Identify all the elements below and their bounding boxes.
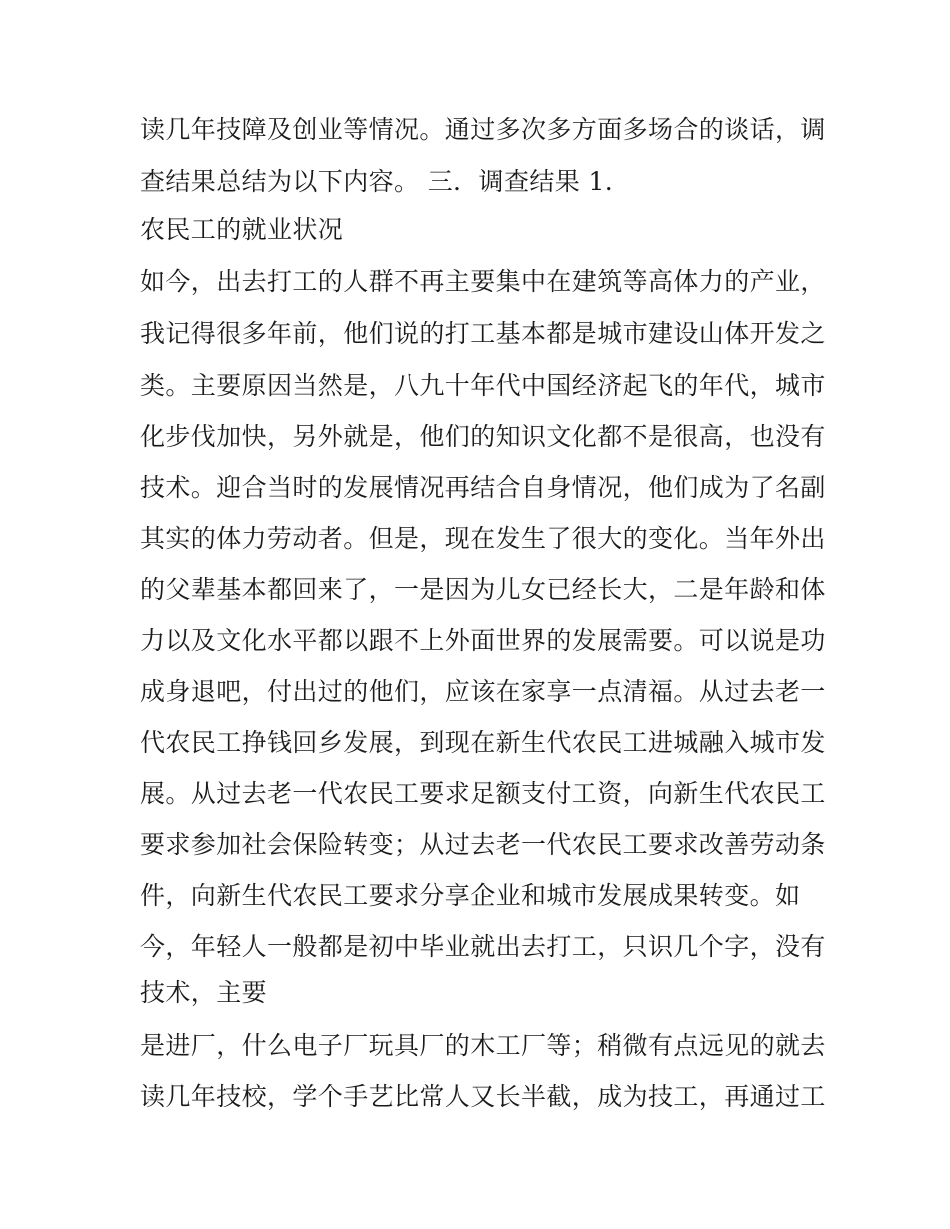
- text-line: 代农民工挣钱回乡发展，到现在新生代农民工进城融入城市发: [140, 728, 826, 757]
- text-line: 化步伐加快，另外就是，他们的知识文化都不是很高，也没有: [140, 422, 826, 451]
- text-line: 读几年技障及创业等情况。通过多次多方面多场合的谈话，调: [140, 115, 826, 144]
- section-heading: 农民工的就业状况: [140, 215, 344, 244]
- text-line: 其实的体力劳动者。但是，现在发生了很大的变化。当年外出: [140, 524, 826, 553]
- text-line: 技术。迎合当时的发展情况再结合自身情况，他们成为了名副: [140, 473, 826, 502]
- text-line: 件，向新生代农民工要求分享企业和城市发展成果转变。如: [140, 881, 801, 910]
- text-line: 查结果总结为以下内容。 三．调查结果 1.: [140, 167, 614, 196]
- text-line: 今，年轻人一般都是初中毕业就出去打工，只识几个字，没有: [140, 932, 826, 961]
- text-line: 读几年技校，学个手艺比常人又长半截，成为技工，再通过工: [140, 1082, 826, 1111]
- text-line: 要求参加社会保险转变；从过去老一代农民工要求改善劳动条: [140, 830, 826, 859]
- text-line: 如今，出去打工的人群不再主要集中在建筑等高体力的产业，: [140, 267, 826, 296]
- text-line: 类。主要原因当然是，八九十年代中国经济起飞的年代，城市: [140, 371, 826, 400]
- text-line: 力以及文化水平都以跟不上外面世界的发展需要。可以说是功: [140, 626, 826, 655]
- text-line: 成身退吧，付出过的他们，应该在家享一点清福。从过去老一: [140, 677, 826, 706]
- text-line: 展。从过去老一代农民工要求足额支付工资，向新生代农民工: [140, 779, 826, 808]
- text-line: 技术，主要: [140, 978, 268, 1007]
- text-line: 是进厂，什么电子厂玩具厂的木工厂等；稍微有点远见的就去: [140, 1031, 826, 1060]
- text-line: 的父辈基本都回来了，一是因为儿女已经长大，二是年龄和体: [140, 575, 826, 604]
- text-line: 我记得很多年前，他们说的打工基本都是城市建设山体开发之: [140, 319, 826, 348]
